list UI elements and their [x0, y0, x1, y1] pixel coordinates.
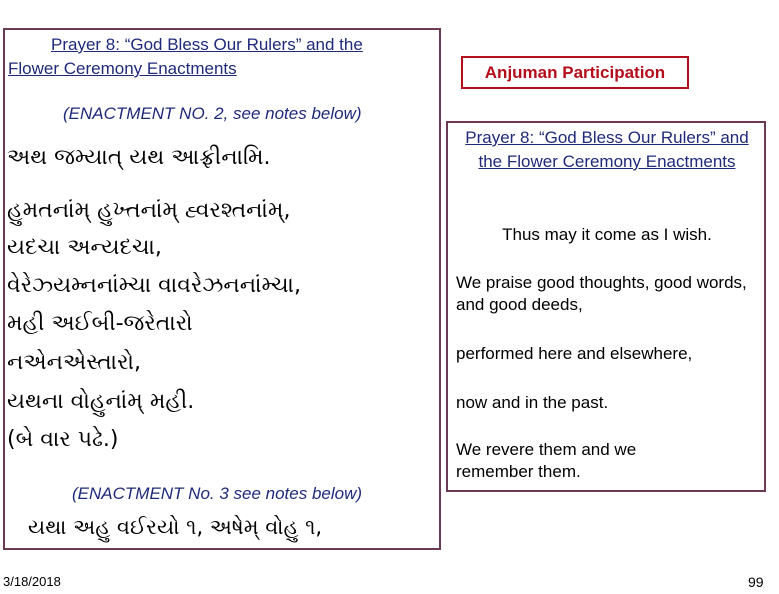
gujarati-line-3: યદચા અન્યદચા, — [7, 235, 162, 260]
gujarati-line-1: અથ જમ્યાત્ યથ આફ્રીનામિ. — [7, 145, 271, 170]
enactment-3-note: (ENACTMENT No. 3 see notes below) — [72, 484, 363, 503]
gujarati-line-8: (બે વાર પઢે.) — [7, 427, 119, 452]
gujarati-line-7: યથના વોહુનાંમ્ મહી. — [7, 389, 195, 414]
gujarati-closing-line: યથા અહુ વઈરયો ૧, અષેમ્ વોહુ ૧, — [28, 515, 323, 539]
left-panel-title: Prayer 8: “God Bless Our Rulers” and the Flower Ceremony Enactments — [8, 35, 363, 78]
gujarati-line-2: હુમતનાંમ્ હુખ્તનાંમ્ હ્વરશ્તનાંમ્, — [7, 198, 291, 223]
gujarati-line-4: વેરેઝ્યમ્નનાંમ્ચા વાવરેઝનનાંમ્ચા, — [7, 273, 301, 298]
anjuman-participation-badge: Anjuman Participation — [461, 56, 689, 89]
translation-line-1: Thus may it come as I wish. — [502, 225, 712, 244]
gujarati-line-5: મહી અઈબી-જરેતારો — [7, 311, 193, 336]
slide-page-number: 99 — [748, 574, 764, 590]
translation-line-2: We praise good thoughts, good words, and good deeds, — [456, 273, 747, 314]
translation-line-3: performed here and elsewhere, — [456, 344, 693, 363]
translation-line-5: We revere them and we remember them. — [456, 440, 637, 481]
slide-date: 3/18/2018 — [3, 574, 61, 589]
translation-line-4: now and in the past. — [456, 393, 609, 412]
gujarati-line-6: નએનએસ્તારો, — [7, 350, 141, 375]
enactment-2-note: (ENACTMENT NO. 2, see notes below) — [63, 104, 362, 123]
right-panel-title: Prayer 8: “God Bless Our Rulers” and the Flower Ceremony Enactments — [465, 128, 749, 171]
